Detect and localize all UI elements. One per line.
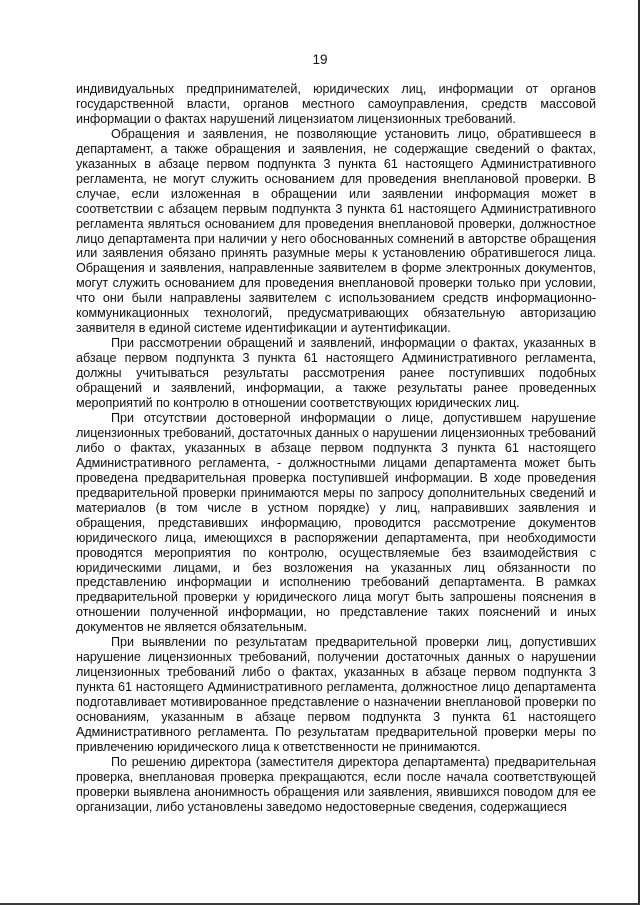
paragraph-2: Обращения и заявления, не позволяющие установить лицо, обратившееся в департамент, а также обращения и заявления, не содержащие сведений о фактах, указанных в абзаце первом подпункта 3 пункта 61 настоящего Административного регламента, не могут служить основанием для проведения внеплановой проверки. В случае, если изложенная в обращении или заявлении информация может в соответствии с абзацем первым подпункта 3 пункта 61 настоящего Административного регламента являться основанием для проведения внеплановой проверки, должностное лицо департамента при наличии у него обоснованных сомнений в авторстве обращения или заявления обязано принять разумные меры к установлению обратившегося лица. Обращения и заявления, направленные заявителем в форме электронных документов, могут служить основанием для проведения внеплановой проверки только при условии, что они были направлены заявителем с использованием средств информационно-коммуникационных технологий, предусматривающих обязательную авторизацию заявителя в единой системе идентификации и аутентификации. [76,126,596,336]
paragraph-5: При выявлении по результатам предварительной проверки лиц, допустивших нарушение лицензионных требований, получении достаточных данных о нарушении лицензионных требований либо о фактах, указанных в абзаце первом подпункта 3 пункта 61 настоящего Административного регламента, должностное лицо департамента подготавливает мотивированное представление о назначении внеплановой проверки по основаниям, указанным в абзаце первом подпункта 3 пункта 61 настоящего Административного регламента. По результатам предварительной проверки меры по привлечению юридического лица к ответственности не принимаются. [76,635,596,754]
page-number: 19 [312,52,328,67]
paragraph-3: При рассмотрении обращений и заявлений, информации о фактах, указанных в абзаце первом подпункта 3 пункта 61 настоящего Административного регламента, должны учитываться результаты рассмотрения ранее поступивших подобных обращений и заявлений, информации, а также результаты ранее проведенных мероприятий по контролю в отношении соответствующих юридических лиц. [76,336,596,411]
paragraph-4: При отсутствии достоверной информации о лице, допустившем нарушение лицензионных требований, достаточных данных о нарушении лицензионных требований либо о фактах, указанных в абзаце первом подпункта 3 пункта 61 настоящего Административного регламента, - должностными лицами департамента может быть проведена предварительная проверка поступившей информации. В ходе проведения предварительной проверки принимаются меры по запросу дополнительных сведений и материалов (в том числе в устном порядке) у лиц, направивших заявления и обращения, представивших информацию, проводится рассмотрение документов юридического лица, имеющихся в распоряжении департамента, при необходимости проводятся мероприятия по контролю, осуществляемые без взаимодействия с юридическими лицами, и без возложения на указанных лиц обязанности по представлению информации и исполнению требований департамента. В рамках предварительной проверки у юридического лица могут быть запрошены пояснения в отношении полученной информации, но представление таких пояснений и иных документов не является обязательным. [76,410,596,635]
paragraph-1: индивидуальных предпринимателей, юридических лиц, информации от органов государственной власти, органов местного самоуправления, средств массовой информации о фактах нарушений лицензиатом лицензионных требований. [76,82,596,126]
paragraph-6: По решению директора (заместителя директора департамента) предварительная проверка, внеплановая проверка прекращаются, если после начала соответствующей проверки выявлена анонимность обращения или заявления, явившихся поводом для ее организации, либо установлены заведомо недостоверные сведения, содержащиеся [76,754,596,814]
document-body [76,82,596,815]
